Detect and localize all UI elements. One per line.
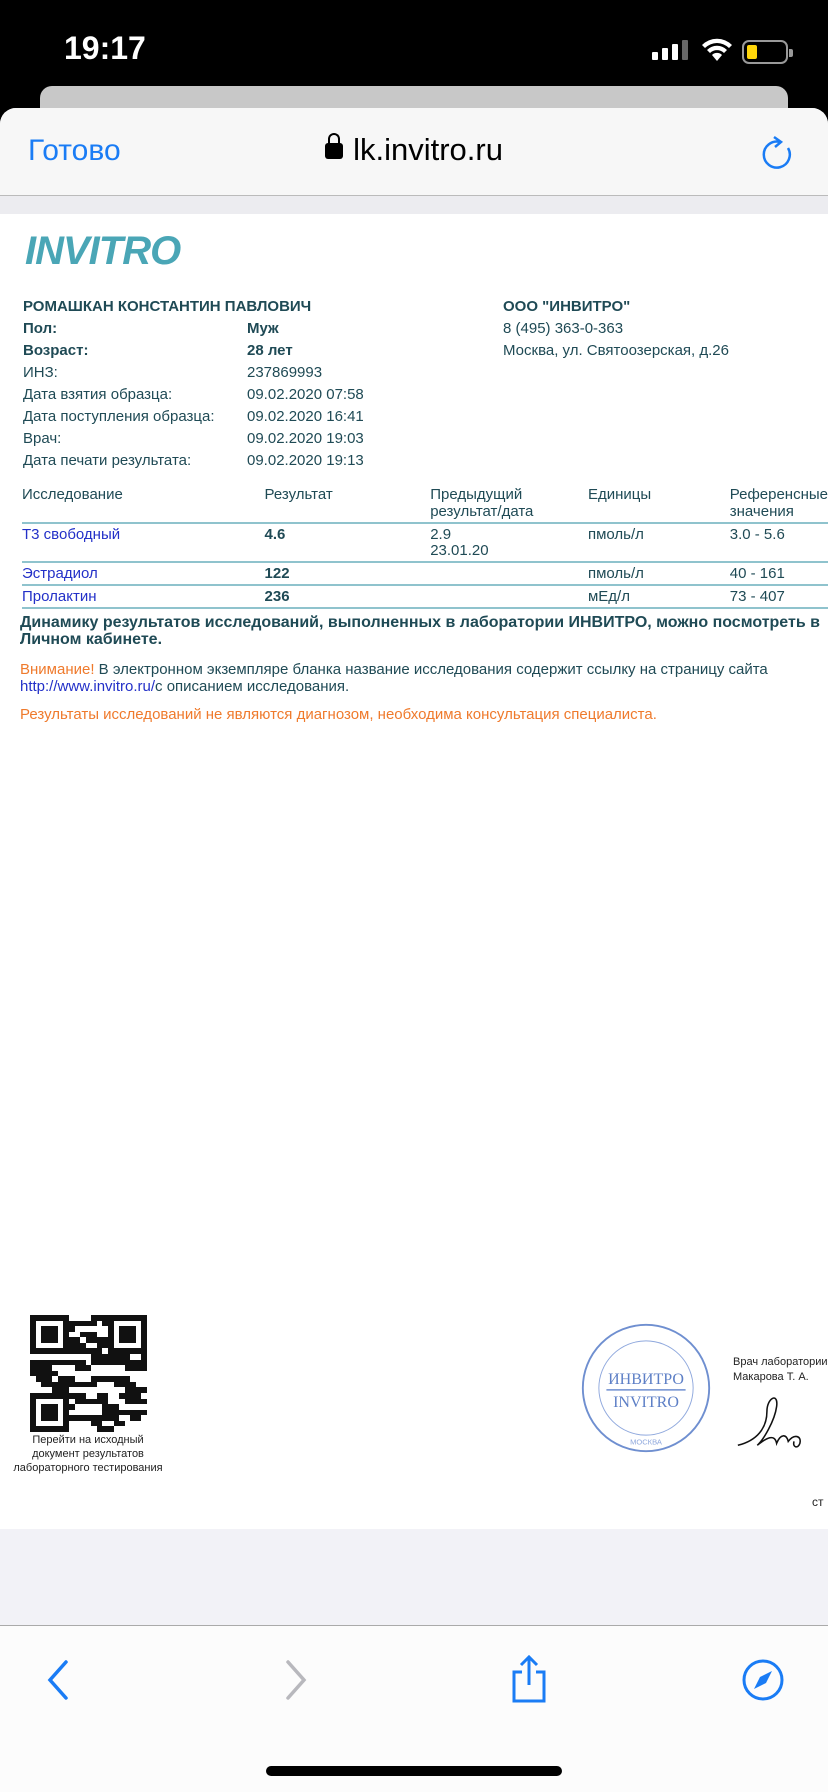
browser-sheet (0, 108, 828, 1792)
org-phone: 8 (495) 363-0-363 (503, 320, 624, 337)
col-header: Результат (265, 486, 431, 523)
previous-result (430, 585, 588, 608)
warning-note (20, 661, 828, 695)
table-header (22, 486, 828, 523)
qr-caption (8, 1433, 168, 1475)
result-value: 236 (265, 585, 431, 608)
test-link[interactable]: Т3 свободный (22, 523, 265, 562)
results-table (22, 486, 828, 609)
previous-result (430, 523, 588, 562)
org-name: ООО "ИНВИТРО" (503, 298, 631, 315)
warning-text-2: с описанием исследования. (155, 678, 350, 695)
lab-org-info (503, 296, 729, 362)
patient-info (23, 296, 364, 472)
signature (733, 1387, 828, 1459)
share-icon[interactable] (509, 1654, 549, 1704)
done-button[interactable]: Готово (28, 134, 121, 167)
field-label: Возраст: (23, 342, 89, 359)
lab-stamp (580, 1322, 712, 1454)
field-value: 09.02.2020 07:58 (247, 386, 364, 403)
qr-caption-line: лабораторного тестирования (13, 1462, 163, 1474)
field-label: Дата взятия образца: (23, 386, 173, 403)
reference-range: 40 - 161 (730, 562, 828, 585)
patient-name: РОМАШКАН КОНСТАНТИН ПАВЛОВИЧ (23, 298, 312, 315)
status-time: 19:17 (64, 30, 146, 66)
previous-result (430, 562, 588, 585)
reload-icon[interactable] (760, 134, 792, 170)
battery-icon (742, 40, 788, 64)
field-label: Дата поступления образца: (23, 408, 215, 425)
reference-range: 3.0 - 5.6 (730, 523, 828, 562)
footer-fragment: ст (812, 1495, 824, 1509)
field-value: 09.02.2020 16:41 (247, 408, 364, 425)
invitro-link[interactable]: http://www.invitro.ru/ (20, 678, 156, 695)
forward-icon[interactable] (280, 1658, 310, 1702)
col-header: Единицы (588, 486, 730, 523)
field-label: Врач: (23, 430, 62, 447)
field-label: ИНЗ: (23, 364, 58, 381)
field-value: 09.02.2020 19:13 (247, 452, 364, 469)
units: пмоль/л (588, 562, 730, 585)
test-link[interactable]: Эстрадиол (22, 562, 265, 585)
dynamics-line: Динамику результатов исследований, выполненных в лаборатории ИНВИТРО, можно посмотреть в (20, 614, 820, 631)
signer-name: Макарова Т. А. (733, 1371, 809, 1383)
page-top-strip (0, 196, 828, 214)
reference-range: 73 - 407 (730, 585, 828, 608)
table-row (22, 585, 828, 608)
field-label: Дата печати результата: (23, 452, 192, 469)
qr-caption-line: Перейти на исходный (32, 1434, 144, 1446)
url-field[interactable] (0, 132, 828, 168)
units: пмоль/л (588, 523, 730, 562)
lock-icon (325, 143, 343, 159)
compass-icon[interactable] (741, 1658, 785, 1702)
qr-code[interactable] (30, 1315, 147, 1432)
dynamics-line: Личном кабинете. (20, 631, 163, 648)
field-value: 28 лет (247, 342, 293, 359)
browser-nav-bar (0, 108, 828, 196)
warning-label: Внимание! (20, 661, 95, 678)
wifi-icon (702, 37, 732, 63)
qr-caption-line: документ результатов (32, 1448, 144, 1460)
col-header: Исследование (22, 486, 265, 523)
field-value: Муж (247, 320, 279, 337)
dynamics-note (20, 614, 828, 648)
stamp-text: ИНВИТРО (608, 1371, 684, 1389)
warning-text: В электронном экземпляре бланка название исследования содержит ссылку на страницу сайта (94, 661, 768, 678)
stamp-text: INVITRO (613, 1393, 679, 1411)
col-header: Референсные значения (730, 486, 828, 523)
field-value: 237869993 (247, 364, 323, 381)
home-indicator (266, 1766, 562, 1776)
prev-date: 23.01.20 (430, 542, 489, 559)
disclaimer: Результаты исследований не являются диагнозом, необходима консультация специалиста. (20, 706, 657, 723)
field-label: Пол: (23, 320, 58, 337)
units: мЕд/л (588, 585, 730, 608)
signer-block (733, 1355, 828, 1385)
qr-module (141, 1426, 147, 1432)
stamp-text: МОСКВА (630, 1437, 662, 1447)
signer-title: Врач лаборатории (733, 1356, 828, 1368)
prev-value: 2.9 (430, 526, 452, 543)
org-address: Москва, ул. Святоозерская, д.26 (503, 342, 729, 359)
table-row (22, 523, 828, 562)
invitro-logo: INVITRO (25, 229, 181, 273)
result-value: 4.6 (265, 523, 431, 562)
table-row (22, 562, 828, 585)
col-header: Предыдущий результат/дата (430, 486, 588, 523)
url-text: lk.invitro.ru (353, 132, 503, 167)
result-value: 122 (265, 562, 431, 585)
test-link[interactable]: Пролактин (22, 585, 265, 608)
lab-result-document (0, 214, 828, 1529)
field-value: 09.02.2020 19:03 (247, 430, 364, 447)
cellular-signal-icon (652, 40, 688, 60)
background-tab (40, 86, 788, 110)
back-icon[interactable] (44, 1658, 74, 1702)
